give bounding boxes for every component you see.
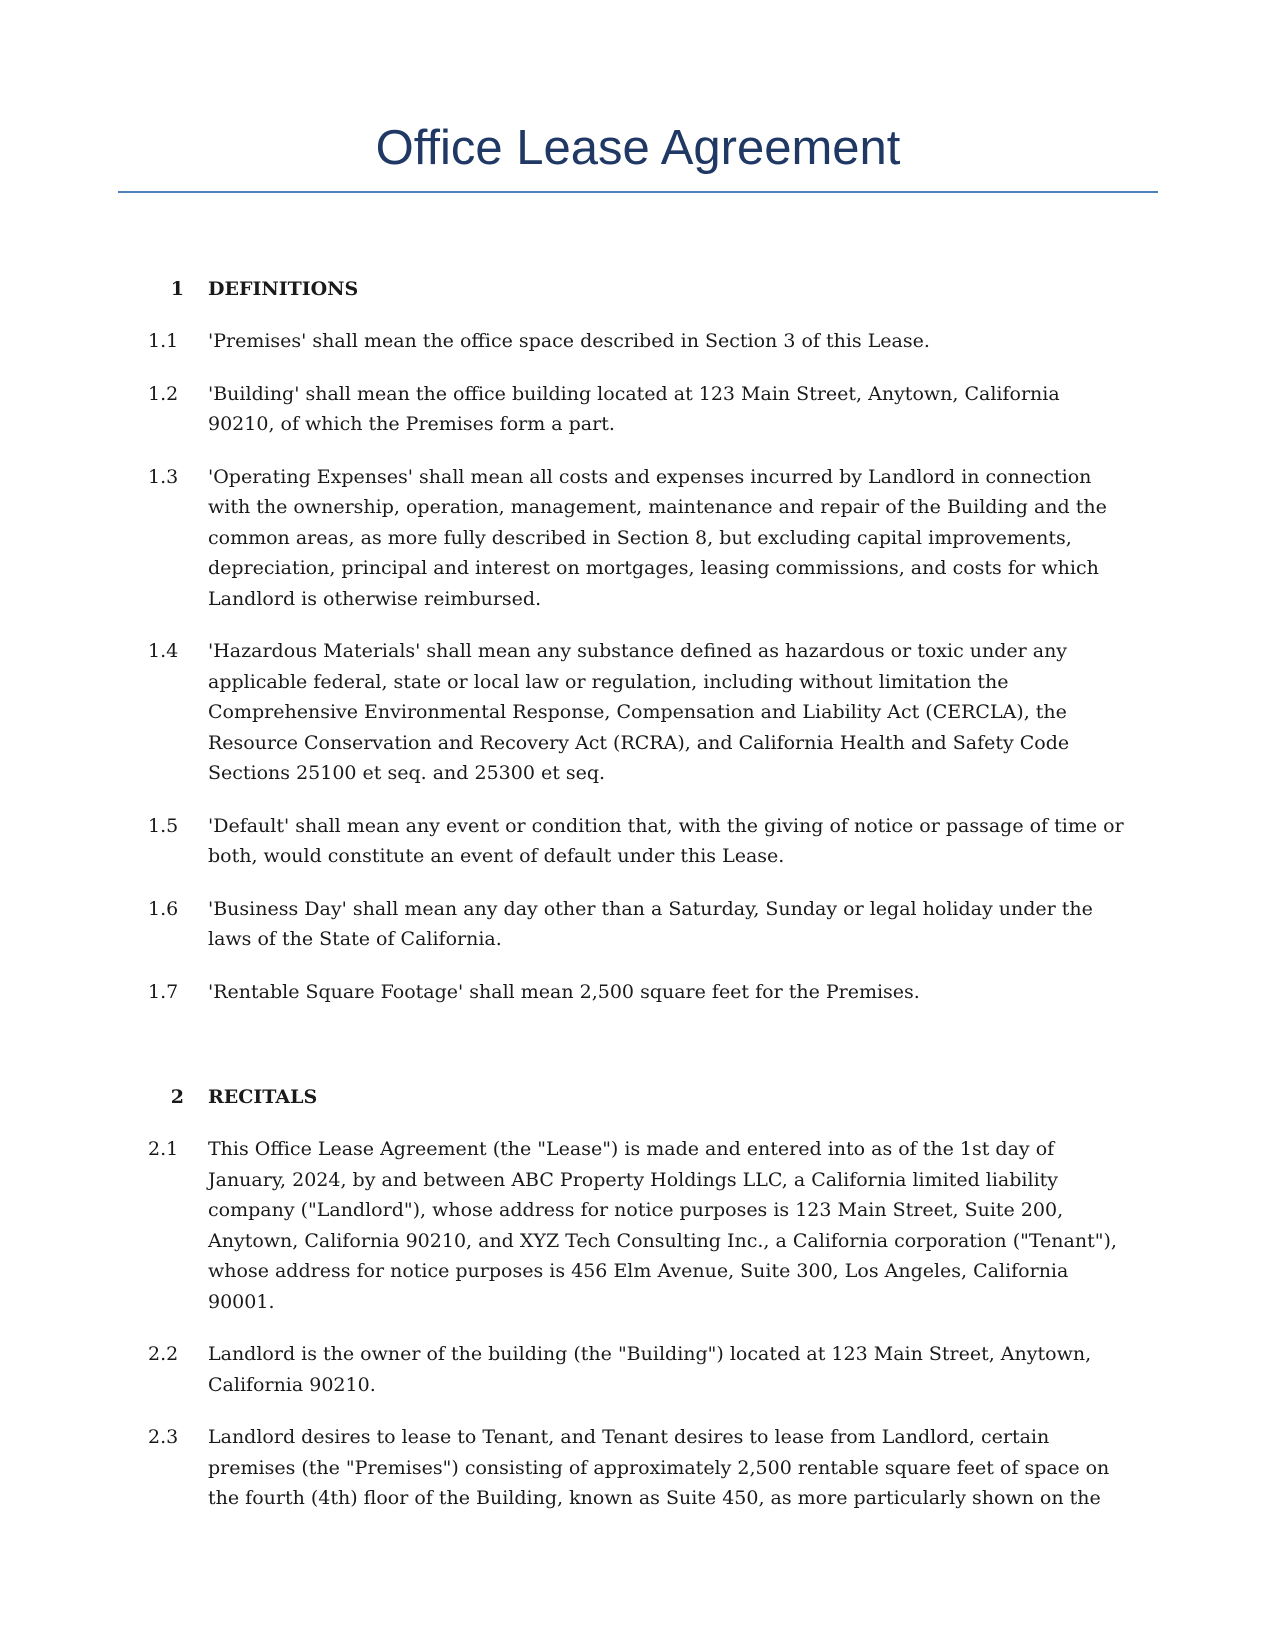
- clause-1-6: [0, 894, 1275, 955]
- clause-text: 'Operating Expenses' shall mean all costs and expenses incurred by Landlord in connection with the ownership, operation, management, maintenance and repair of the Building and the common areas, as more fully described in Section 8, but excluding capital improvements, depreciation, principal and interest on mortgages, leasing commissions, and costs for which Landlord is otherwise reimbursed.: [208, 465, 1107, 610]
- section-number: 2: [170, 1086, 184, 1108]
- document-body: [0, 274, 1275, 1536]
- clause-1-7: [0, 977, 1275, 1008]
- clause-1-1: [0, 326, 1275, 357]
- section-number: 1: [170, 278, 184, 300]
- clause-text: Landlord is the owner of the building (the "Building") located at 123 Main Street, Anytown, California 90210.: [208, 1343, 1092, 1396]
- section-title: DEFINITIONS: [208, 278, 359, 300]
- clause-number: 1.4: [148, 640, 179, 662]
- clause-2-1: [0, 1134, 1275, 1317]
- clause-1-5: [0, 811, 1275, 872]
- clause-number: 2.3: [148, 1426, 179, 1448]
- clause-2-3: [0, 1422, 1275, 1514]
- section-heading: [0, 1082, 1275, 1112]
- clause-number: 1.7: [148, 980, 179, 1003]
- clause-number: 2.2: [148, 1343, 179, 1365]
- document-title: Office Lease Agreement: [375, 121, 901, 175]
- section-heading: [0, 274, 1275, 304]
- clause-number: 1.2: [148, 382, 179, 405]
- clause-number: 1.5: [148, 814, 179, 837]
- clause-text: This Office Lease Agreement (the "Lease") is made and entered into as of the 1st day of January, 2024, by and between ABC Property Holdings LLC, a California limited liability company ("Landlord"), whose address for notice purposes is 123 Main Street, Suite 200, Anytown, California 90210, and XYZ Tech Consulting Inc., a California corporation ("Tenant"), whose address for notice purposes is 456 Elm Avenue, Suite 300, Los Angeles, California 90001.: [208, 1138, 1117, 1313]
- clause-text: 'Business Day' shall mean any day other than a Saturday, Sunday or legal holiday under the laws of the State of California.: [208, 897, 1093, 950]
- clause-number: 1.6: [148, 897, 179, 920]
- section-definitions: [0, 274, 1275, 1007]
- clause-text: 'Rentable Square Footage' shall mean 2,500 square feet for the Premises.: [208, 980, 920, 1003]
- section-recitals: [0, 1082, 1275, 1514]
- clause-text: 'Premises' shall mean the office space described in Section 3 of this Lease.: [208, 330, 930, 352]
- section-spacer: [0, 1029, 1275, 1082]
- title-underline-rule: [118, 191, 1158, 193]
- clause-1-4: [0, 636, 1275, 789]
- clause-number: 2.1: [148, 1138, 179, 1160]
- clause-2-2: [0, 1339, 1275, 1400]
- clause-1-2: [0, 379, 1275, 440]
- clause-text: 'Hazardous Materials' shall mean any substance defined as hazardous or toxic under any applicable federal, state or local law or regulation, including without limitation the Comprehensive Environmental Response, Compensation and Liability Act (CERCLA), the Resource Conservation and Recovery Act (RCRA), and California Health and Safety Code Sections 25100 et seq. and 25300 et seq.: [208, 640, 1070, 784]
- section-title: RECITALS: [208, 1086, 318, 1108]
- clause-number: 1.3: [148, 465, 179, 488]
- clause-number: 1.1: [148, 330, 179, 352]
- clause-1-3: [0, 462, 1275, 615]
- clause-text: 'Building' shall mean the office building located at 123 Main Street, Anytown, California 90210, of which the Premises form a part.: [208, 382, 1060, 435]
- clause-text: Landlord desires to lease to Tenant, and Tenant desires to lease from Landlord, certain premises (the "Premises") consisting of approximately 2,500 rentable square feet of space on the fourth (4th) floor of the Building, known as Suite 450, as more particularly shown on the: [208, 1426, 1110, 1509]
- clause-text: 'Default' shall mean any event or condition that, with the giving of notice or passage of time or both, would constitute an event of default under this Lease.: [208, 814, 1124, 867]
